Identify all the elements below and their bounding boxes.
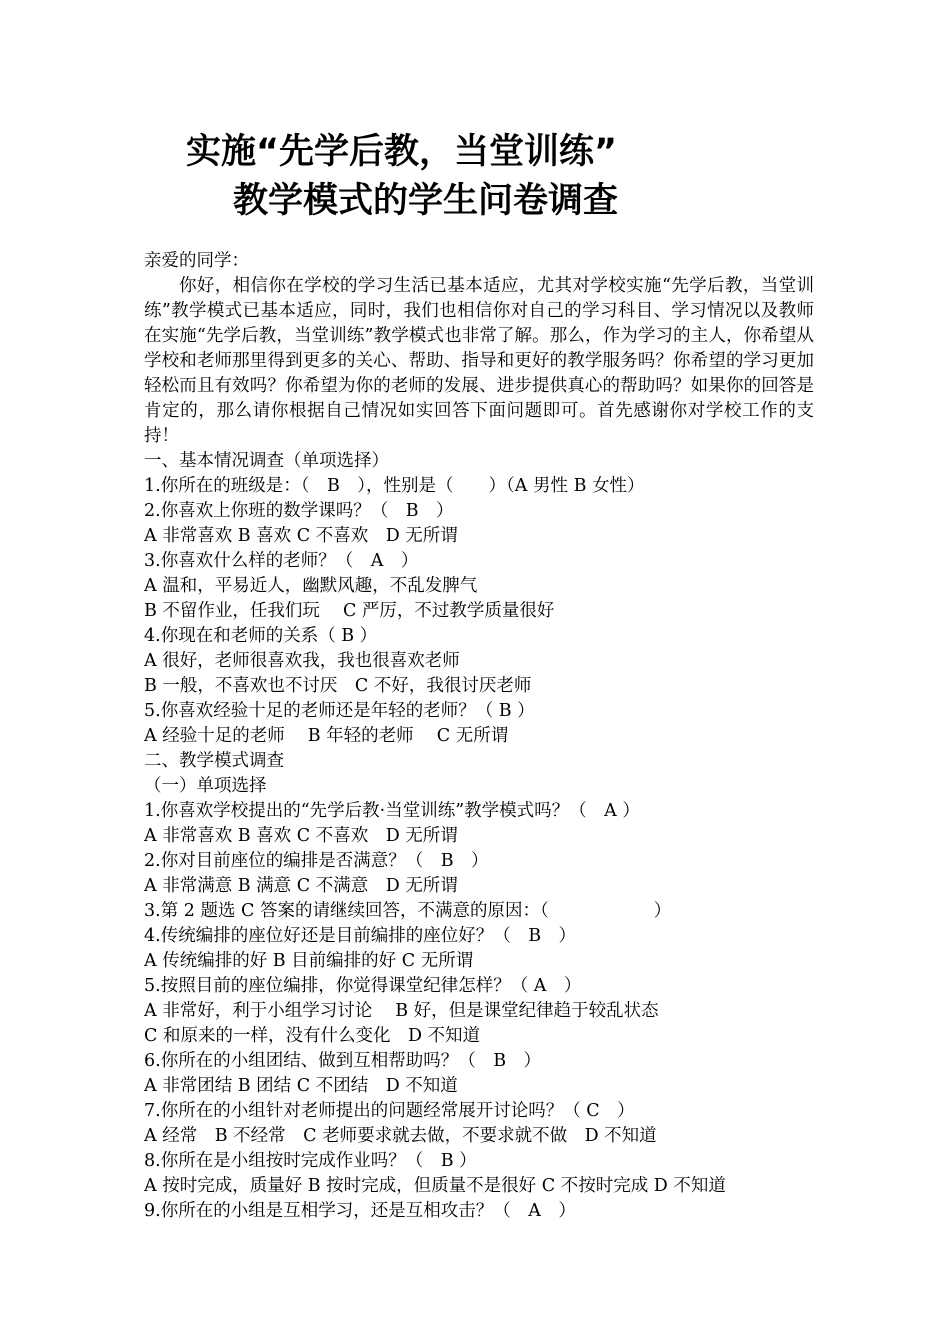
answer-options: A 按时完成，质量好 B 按时完成，但质量不是很好 C 不按时完成 D 不知道 — [144, 1176, 726, 1196]
question-text: 1.你喜欢学校提出的“先学后教·当堂训练”教学模式吗？（ A ） — [144, 801, 640, 821]
section-heading-basic: 一、基本情况调查（单项选择） — [144, 451, 389, 471]
question-text: 6.你所在的小组团结、做到互相帮助吗？（ B ） — [144, 1051, 542, 1071]
section-heading-teaching-mode: 二、教学模式调查 — [144, 751, 284, 771]
question-text: 7.你所在的小组针对老师提出的问题经常展开讨论吗？（ C ） — [144, 1101, 635, 1121]
answer-options: B 一般，不喜欢也不讨厌 C 不好，我很讨厌老师 — [144, 676, 532, 696]
question-text: 5.你喜欢经验十足的老师还是年轻的老师？（ B ） — [144, 701, 535, 721]
answer-options: C 和原来的一样，没有什么变化 D 不知道 — [144, 1026, 481, 1046]
answer-options: A 很好，老师很喜欢我，我也很喜欢老师 — [144, 651, 460, 671]
question-text: 4.你现在和老师的关系（ B ） — [144, 626, 378, 646]
question-text: 2.你对目前座位的编排是否满意？（ B ） — [144, 851, 489, 871]
question-text: 2.你喜欢上你班的数学课吗？（ B ） — [144, 501, 454, 521]
document-title-line-2: 教学模式的学生问卷调查 — [233, 181, 619, 221]
answer-options: A 传统编排的好 B 目前编排的好 C 无所谓 — [144, 951, 474, 971]
answer-options: A 温和，平易近人，幽默风趣，不乱发脾气 — [144, 576, 478, 596]
subsection-heading: （一）单项选择 — [144, 776, 267, 796]
document-body — [144, 249, 814, 1224]
answer-options: A 经验十足的老师 B 年轻的老师 C 无所谓 — [144, 726, 509, 746]
answer-options: B 不留作业，任我们玩 C 严厉，不过教学质量很好 — [144, 601, 555, 621]
answer-options: A 非常团结 B 团结 C 不团结 D 不知道 — [144, 1076, 458, 1096]
answer-options: A 非常喜欢 B 喜欢 C 不喜欢 D 无所谓 — [144, 526, 458, 546]
answer-options: A 非常好，利于小组学习讨论 B 好，但是课堂纪律趋于较乱状态 — [144, 1001, 659, 1021]
answer-options: A 非常满意 B 满意 C 不满意 D 无所谓 — [144, 876, 458, 896]
answer-options: A 非常喜欢 B 喜欢 C 不喜欢 D 无所谓 — [144, 826, 458, 846]
question-text: 3.第 2 题选 C 答案的请继续回答，不满意的原因：（ ） — [144, 901, 672, 921]
answer-options: A 经常 B 不经常 C 老师要求就去做，不要求就不做 D 不知道 — [144, 1126, 657, 1146]
question-text: 9.你所在的小组是互相学习，还是互相攻击？（ A ） — [144, 1201, 576, 1221]
question-text: 3.你喜欢什么样的老师？（ A ） — [144, 551, 419, 571]
intro-paragraph: 你好，相信你在学校的学习生活已基本适应，尤其对学校实施“先学后教，当堂训练”教学模式已基本适应，同时，我们也相信你对自己的学习科目、学习情况以及教师在实施“先学后教，当堂训练”教学模式也非常了解。那么，作为学习的主人，你希望从学校和老师那里得到更多的关心、帮助、指导和更好的教学服务吗？你希望的学习更加轻松而且有效吗？你希望为你的老师的发展、进步提供真心的帮助吗？如果你的回答是肯定的，那么请你根据自己情况如实回答下面问题即可。首先感谢你对学校工作的支持！ — [144, 276, 814, 446]
greeting: 亲爱的同学： — [144, 251, 249, 271]
question-text: 5.按照目前的座位编排，你觉得课堂纪律怎样？（ A ） — [144, 976, 582, 996]
question-text: 1.你所在的班级是：（ B ），性别是（ ）（A 男性 B 女性） — [144, 476, 645, 496]
document-title-line-1: 实施“先学后教，当堂训练” — [186, 132, 618, 172]
question-text: 4.传统编排的座位好还是目前编排的座位好？（ B ） — [144, 926, 577, 946]
question-text: 8.你所在是小组按时完成作业吗？（ B ） — [144, 1151, 477, 1171]
